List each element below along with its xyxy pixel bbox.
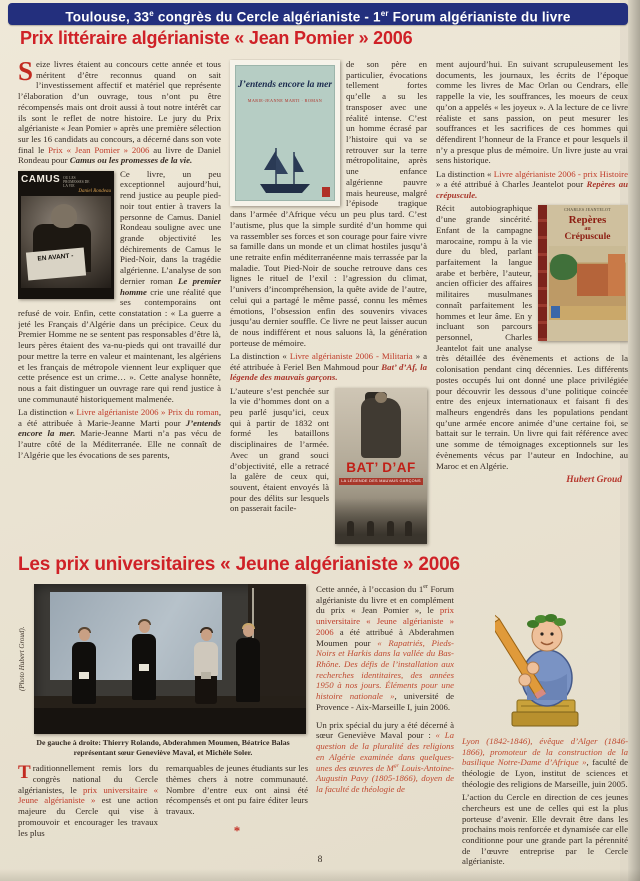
- book-subtitle: LA LÉGENDE DES MAUVAIS GARÇONS: [339, 478, 423, 486]
- dropcap: S: [18, 59, 34, 86]
- soldier-figure: [347, 521, 354, 536]
- book-author: CHARLES JEANTELOT: [564, 207, 611, 213]
- building: [608, 254, 625, 296]
- book-title: au: [584, 226, 591, 233]
- dropcap: T: [18, 762, 31, 784]
- masthead-text: Forum algérianiste du livre: [388, 9, 571, 25]
- soldier-figure: [367, 521, 374, 536]
- article2-column-a: [18, 763, 158, 841]
- paragraph-text: Récit autobiographique d’une grande sincérité. Enfant de la campagne marocaine, rompu à la vie dure du bled, parlant parfaitement la langue arabe et berbère, l’auteur, ancien officier des affaires militaires musulmanes connaît parfaitement les hommes et leur âme. En y incluant son parcours personnel, Charles Jeantelot fait une analyse très détaillée des évènements et actions de la colonisation pendant cinq décennies. Les différents postes occupés lui ont donné une place privilégiée pour découvrir les dessous d’une politique coincée entre des enjeux internationaux et faisant fi des malheurs engendrés dans les populations pendant qu’une armée encore animée d’une certaine foi, se battait sur le terrain. Un livre qui fait référence avec une somme de témoignages exceptionnels sur les évènements vécus par l’auteur en Indochine, au Maroc et en Algérie.: [436, 203, 628, 471]
- book-spine: [538, 205, 547, 341]
- cover-painting: [549, 246, 626, 320]
- laureate-cartoon-illustration: [495, 584, 595, 732]
- book-title: BAT’ D’AF: [346, 459, 416, 475]
- paragraph: [18, 763, 158, 838]
- publisher-mark: [322, 187, 330, 197]
- book-cover-bat-daf: [335, 388, 427, 544]
- person-silhouette: [234, 623, 262, 702]
- paragraph-text: L’action du Cercle en direction de ces jeunes chercheurs est une de celles qui est la plus porteuse d’avenir. Elle devrait être dans les prochains mois renforcée et dynamisée car elle conditionne pour une grande part la pérennité de l’œuvre entreprise par le Cercle algérianiste.: [462, 792, 628, 867]
- page-number: 8: [317, 855, 323, 865]
- paragraph: [18, 407, 221, 461]
- article1-column-1: [18, 59, 221, 553]
- ground: [549, 306, 626, 320]
- paragraph-text: Cette année, à l’occasion du 1er Forum algérianiste du livre et en complément du prix « Jean Pomier », le prix universitaire « Jeune algérianiste » 2006 a été attribué à Abderahmen Moumen pour « Rapatriés, Pieds-Noirs et Harkis dans la vallée du Bas-Rhône. Des défis de l’installation aux recherches identitaires, des années 1950 à nos jours. Éléments pour une histoire nationale », université de Provence - Aix-Marseille I, juin 2006.: [316, 584, 454, 712]
- article1-column-2: [230, 59, 427, 553]
- paragraph: [316, 720, 454, 795]
- article2-column-c: [316, 584, 454, 878]
- camus-portrait: [21, 196, 111, 288]
- book-cover-reperes-au-crepuscule: [538, 205, 628, 341]
- article1-column-3: [436, 59, 628, 553]
- paragraph: [462, 792, 628, 867]
- paragraph: [436, 59, 628, 166]
- book-author: Daniel Rondeau: [78, 189, 111, 195]
- soldier-figure: [387, 521, 394, 536]
- paragraph-text: La distinction « Livre algérianiste 2006 - Militaria » a été attribuée à Feriel Ben Mahmoud pour Bat’ d’Af, la légende des mauvais garçons.: [230, 350, 427, 383]
- paragraph-text: La distinction « Livre algérianiste 2006 » Prix du roman, a été attribuée à Marie-Jeanne Marti pour J’entends encore la mer. Marie-Jeanne Marti n’a pas vécu de l’autre côté de la Méditerranée. Elle ne connaît de l’Algérie que les évocations de ses parents,: [18, 407, 222, 460]
- article2-body: [18, 584, 628, 878]
- book-cover-jentends-encore-la-mer: [230, 60, 340, 206]
- camus-head: [51, 204, 77, 228]
- soldier-silhouette: [361, 398, 401, 458]
- book-title: Crépuscule: [564, 231, 611, 242]
- article2-title: Les prix universitaires « Jeune algérianiste » 2006: [18, 554, 460, 575]
- soldier-figure: [405, 521, 412, 536]
- publisher-mark: [551, 306, 560, 318]
- tree: [550, 254, 578, 280]
- book-subtitle: OU LES PROMESSES DE LA VIE: [63, 175, 90, 188]
- article1-body: [18, 59, 628, 553]
- paragraph-text: de son père en particulier, évocations tellement fortes qu’elle a su les transposer avec une réalité intense. C’est un homme écrasé par l’histoire qui va se retrouver sur la terre métropolitaine, après une enfance algérienne pauvre mais heureuse, malgré l’épisode tragique dans l’armée d’Afrique vécu un peu plus tard. C’est l’autisme, plus que la simple surdité d’un homme qui va rassembler ses forces et son courage pour faire vivre sa famille dans un monde et un climat hostiles jusqu’à une retraite enfin méditerranéenne mais terrassée par la maladie. Tout Pied-Noir de souche retrouve dans ces lignes le rituel de l’exil : l’agression du climat, l’univers d’incompréhension, la quête avide de l’autre, celui qui a partagé le même passé, connu les mêmes émotions, l’obsession enfin des souvenirs vivaces jusqu’au dernier souffle. Ce livre ne peut laisser aucun de nous indifférent et nous saluons là, la génération porteuse de mémoire.: [230, 59, 427, 348]
- paragraph-text: Un prix spécial du jury a été décerné à sœur Geneviève Maval pour : « La question de la pluralité des religions en Algérie examinée dans quelques-unes des œuvres de $M^{gr}$ Louis-Antoine-Augustin Pavy (1805-1866), doyen de la faculté de théologie de: [316, 719, 454, 794]
- paragraph-text: La distinction « Livre algérianiste 2006 - prix Histoire » a été attribué à Charles Jeantelot pour Repères au crépuscule.: [436, 168, 628, 201]
- article1-title: Prix littéraire algérianiste « Jean Pomier » 2006: [20, 28, 413, 48]
- book-cover-camus: [18, 171, 114, 299]
- sailing-ship-illustration: [236, 144, 332, 196]
- photo-credit: (Photo Hubert Groud).: [18, 626, 26, 692]
- photo-caption: De gauche à droite: Thierry Rolando, Abderahmen Moumen, Béatrice Balas représentant sœur Geneviève Maval, et Michèle Soler.: [36, 738, 290, 758]
- book-author: MARIE-JEANNE MARTI · ROMAN: [247, 97, 323, 103]
- paragraph-text: ment aujourd’hui. En suivant scrupuleusement les documents, les journaux, les écrits de l’époque comme les livres de Mac Orlan ou Cendrars, elle rappelle la vie, les souffrances, les moeurs de ceux qu’on a appelés « les joyeux ». A la lecture de ce livre réaliste et sans passion, on peut mesurer les souffrances et les sacrifices de ces hommes qui défendirent l’honneur de la France et pour lesquels il n’y a presque plus de mémoire. Un livre juste au vrai sens historique.: [436, 59, 628, 166]
- award-ceremony-photo: [34, 584, 306, 734]
- book-title: CAMUS: [21, 173, 61, 185]
- book-title: Repères: [568, 214, 607, 227]
- masthead-text: congrès du Cercle algérianiste - 1: [153, 9, 381, 25]
- masthead-banner: [8, 3, 628, 25]
- article2-column-d: [462, 584, 628, 878]
- person-silhouette: [192, 627, 220, 704]
- soldier-head: [375, 392, 387, 403]
- person-silhouette: [130, 619, 158, 700]
- book-title: J’entends encore la mer: [237, 80, 333, 90]
- paragraph: [230, 351, 427, 383]
- paragraph: [18, 59, 221, 166]
- article2-column-b: [166, 763, 308, 841]
- paragraph: [230, 386, 427, 546]
- paragraph-text: remarquables de jeunes étudiants sur les thèmes chers à notre communauté. Nombre d’entre eux ont ainsi été récompensés et ont pu faire éditer leurs travaux.: [166, 763, 308, 817]
- paragraph: [316, 584, 454, 713]
- paragraph-text: L’auteure s’est penchée sur la vie d’hommes dont on a peu parlé jusqu’ici, ceux qui à partir de 1832 ont formé les bataillons disciplinaires de l’armée. Avec un grand souci d’objectivité, elle a retracé la galère de ceux qui, souvent, étaient envoyés là pour des délits sur lesquels on passerait facile-: [230, 385, 329, 514]
- masthead-text: Toulouse, 33: [65, 9, 150, 25]
- author-signature: Hubert Groud: [566, 475, 622, 486]
- page-edge-shadow: [628, 0, 640, 881]
- paragraph: [436, 169, 628, 201]
- paragraph-text: Lyon (1842-1846), évêque d’Alger (1846-1866), promoteur de la construction de la basilique Notre-Dame d’Afrique », faculté de théologie de Lyon, institut de sciences et théologie des religions de Marseille, juin 2005.: [462, 736, 628, 789]
- footnote-asterisk: *: [233, 822, 241, 838]
- paragraph-text: eize livres étaient au concours cette année et tous méritent d’être reconnus quand on sait l’investissement affectif et matériel que représente l’élaboration d’un ouvrage, tous n’ont pu être récompensés mais ont droit aussi à tout notre intérêt car ils sont le reflet de notre histoire. Le jury du Prix algérianiste « Jean Pomier » après une première sélection sur les 16 candidats au concours, a décerné dans son vote final le Prix « Jean Pomier » 2006 au livre de Daniel Rondeau pour Camus ou les promesses de la vie.: [18, 59, 221, 166]
- newspaper: EN AVANT -: [26, 248, 86, 281]
- paragraph: [436, 203, 628, 471]
- paragraph: [166, 763, 308, 817]
- paragraph-text: Ce livre, un peu exceptionnel aujourd’hui, rend justice au peuple pied-noir tout entier à travers la personne de Camus. Daniel Rondeau souligne avec une grande objectivité les déchirements de Camus le Pied-Noir, dans la tragédie algérienne. L’analyse de son dernier roman Le premier homme crie une réalité que ses contemporains ont refusé de voir. Enfin, cette constatation : « La guerre a jeté les Français d’Algérie dans un précipice. Ceux du Premier Homme ne se sentent pas responsables d’être là, leurs pères étaient des va-nu-pieds qui ont travaillé dur pour mettre la terre en valeur et maintenant, les algériens et les français de métropole viennent leur expliquer que cette présence est un crime… ». Cette analyse honnête, nous a fait distinguer un ouvrage rare qui rend justice à une communauté historiquement malmenée.: [18, 168, 221, 404]
- stage-floor: [34, 708, 306, 734]
- masthead-superscript: er: [380, 9, 389, 18]
- paragraph-text: raditionnellement remis lors du congrès national du Cercle algérianistes, le prix universitaire « Jeune algérianiste » est une action majeure du Cercle qui vise à promouvoir et encourager les travaux les plus: [18, 763, 158, 838]
- masthead-superscript: e: [149, 9, 154, 18]
- article2-left-block: [18, 584, 308, 878]
- paragraph: [462, 736, 628, 790]
- person-silhouette: [70, 627, 98, 704]
